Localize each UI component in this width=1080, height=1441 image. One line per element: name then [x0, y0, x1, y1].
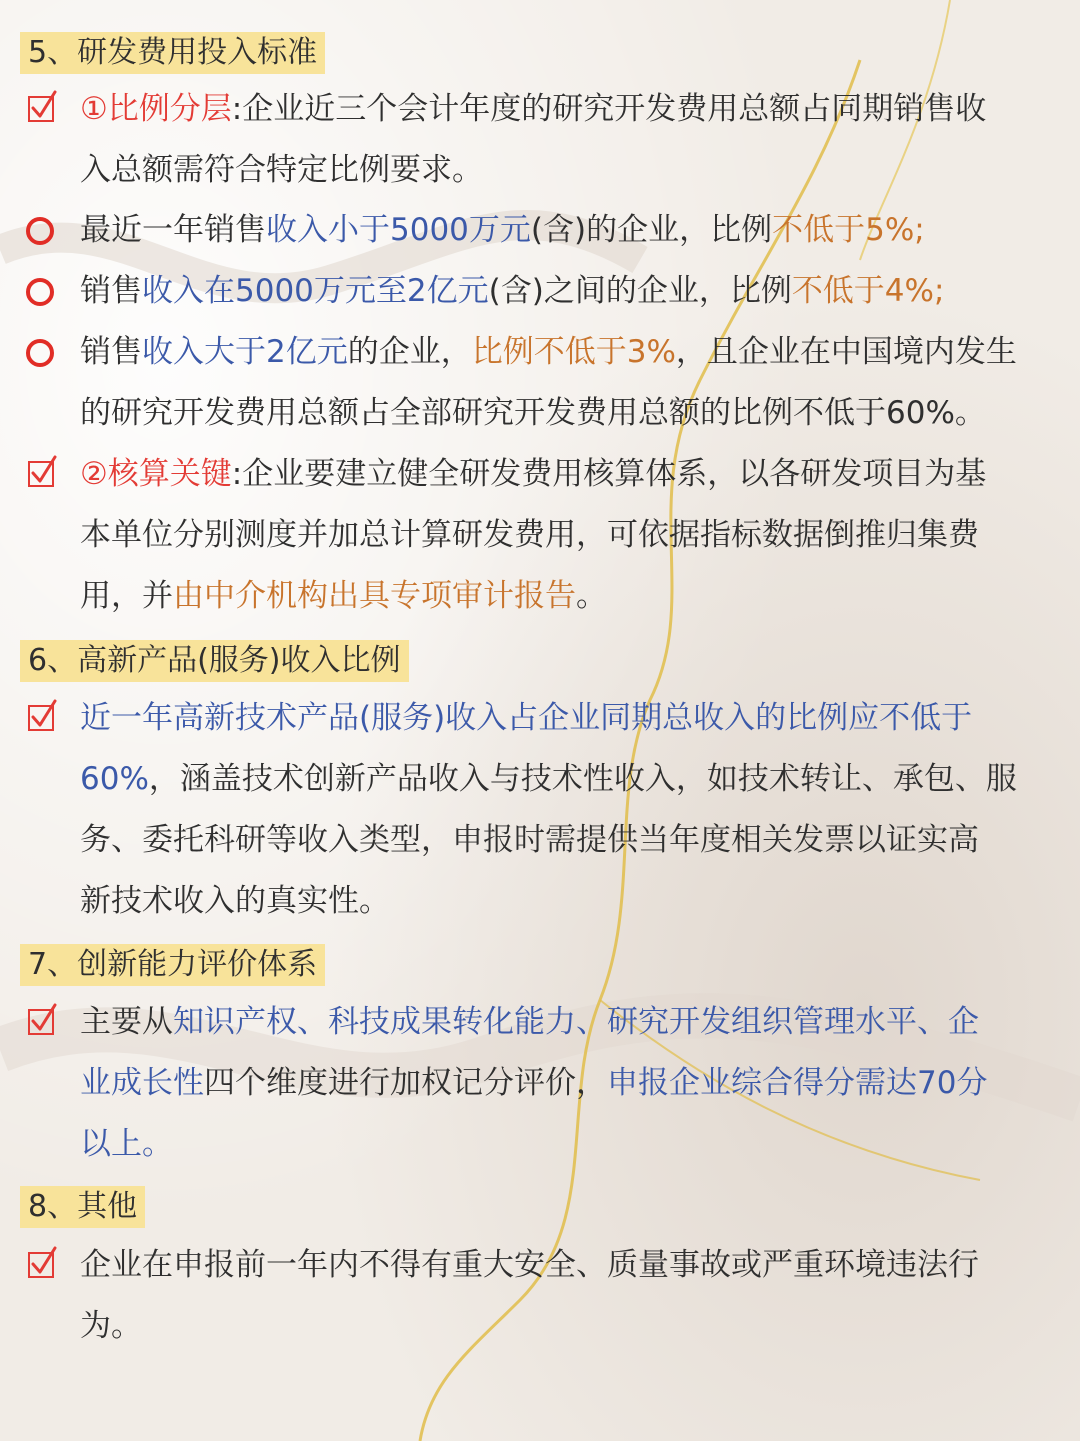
highlighted-text: 收入在5000万元至2亿元	[142, 273, 489, 309]
body-text: ，涵盖技术创新产品收入与技术性收入，如技术转让、承包、服	[148, 761, 1017, 797]
body-text: :企业要建立健全研发费用核算体系，以各研发项目为基	[231, 456, 987, 492]
text-line	[80, 517, 979, 553]
body-text: 企业在申报前一年内不得有重大安全、质量事故或严重环境违法行	[80, 1247, 979, 1283]
body-text: 本单位分别测度并加总计算研发费用，可依据指标数据倒推归集费	[80, 517, 979, 553]
text-line	[80, 578, 607, 614]
body-text: 主要从	[80, 1004, 173, 1040]
text-line	[80, 1004, 979, 1040]
highlighted-text: 知识产权、科技成果转化能力、研究开发组织管理水平、企	[173, 1004, 979, 1040]
section-heading: 5、研发费用投入标准	[20, 32, 325, 74]
checkbox-check-icon	[28, 705, 54, 731]
text-line	[80, 700, 973, 736]
red-circle-icon	[26, 339, 54, 367]
text-line	[80, 761, 1017, 797]
body-text: :企业近三个会计年度的研究开发费用总额占同期销售收	[231, 91, 987, 127]
section-heading: 7、创新能力评价体系	[20, 944, 325, 986]
body-text: ，且企业在中国境内发生	[675, 334, 1017, 370]
body-text: 最近一年销售	[80, 212, 266, 248]
body-text: 。	[576, 578, 607, 614]
checkbox-check-icon	[28, 461, 54, 487]
text-line	[80, 1126, 173, 1162]
checkbox-check-icon	[28, 1252, 54, 1278]
highlighted-text: 业成长性	[80, 1065, 204, 1101]
highlighted-text: 不低于4%;	[791, 273, 945, 309]
red-circle-icon	[26, 217, 54, 245]
text-line	[80, 91, 987, 127]
body-text: 入总额需符合特定比例要求。	[80, 152, 483, 188]
highlighted-text: 收入大于2亿元	[142, 334, 348, 370]
text-line	[80, 1065, 988, 1101]
body-text: 的研究开发费用总额占全部研究开发费用总额的比例不低于60%。	[80, 395, 986, 431]
highlighted-text: ②核算关键	[80, 456, 232, 492]
highlighted-text: ①比例分层	[80, 91, 232, 127]
checkbox-check-icon	[28, 96, 54, 122]
text-line	[80, 152, 483, 188]
checkbox-check-icon	[28, 1009, 54, 1035]
body-text: 销售	[80, 273, 142, 309]
section-heading: 6、高新产品(服务)收入比例	[20, 640, 409, 682]
body-text: 四个维度进行加权记分评价，	[204, 1065, 607, 1101]
red-circle-icon	[26, 278, 54, 306]
highlighted-text: 以上。	[80, 1126, 173, 1162]
body-text: 务、委托科研等收入类型，申报时需提供当年度相关发票以证实高	[80, 822, 979, 858]
highlighted-text: 60%	[80, 761, 149, 797]
body-text: (含)的企业，比例	[530, 212, 773, 248]
text-line	[80, 273, 945, 309]
text-line	[80, 395, 986, 431]
section-heading: 8、其他	[20, 1186, 145, 1228]
body-text: 的企业，	[347, 334, 472, 370]
highlighted-text: 比例不低于3%	[471, 334, 676, 370]
highlighted-text: 近一年高新技术产品(服务)收入占企业同期总收入的比例应不低于	[80, 700, 973, 736]
body-text: 为。	[80, 1308, 142, 1344]
body-text: 销售	[80, 334, 142, 370]
text-line	[80, 1247, 979, 1283]
highlighted-text: 不低于5%;	[772, 212, 925, 248]
text-line	[80, 456, 987, 492]
text-line	[80, 822, 979, 858]
body-text: 用，并	[80, 578, 173, 614]
body-text: (含)之间的企业，比例	[488, 273, 792, 309]
text-line	[80, 883, 390, 919]
text-line	[80, 334, 1017, 370]
body-text: 新技术收入的真实性。	[80, 883, 390, 919]
text-line	[80, 212, 925, 248]
highlighted-text: 申报企业综合得分需达70分	[607, 1065, 988, 1101]
highlighted-text: 收入小于5000万元	[266, 212, 531, 248]
text-line	[80, 1308, 142, 1344]
highlighted-text: 由中介机构出具专项审计报告	[173, 578, 576, 614]
